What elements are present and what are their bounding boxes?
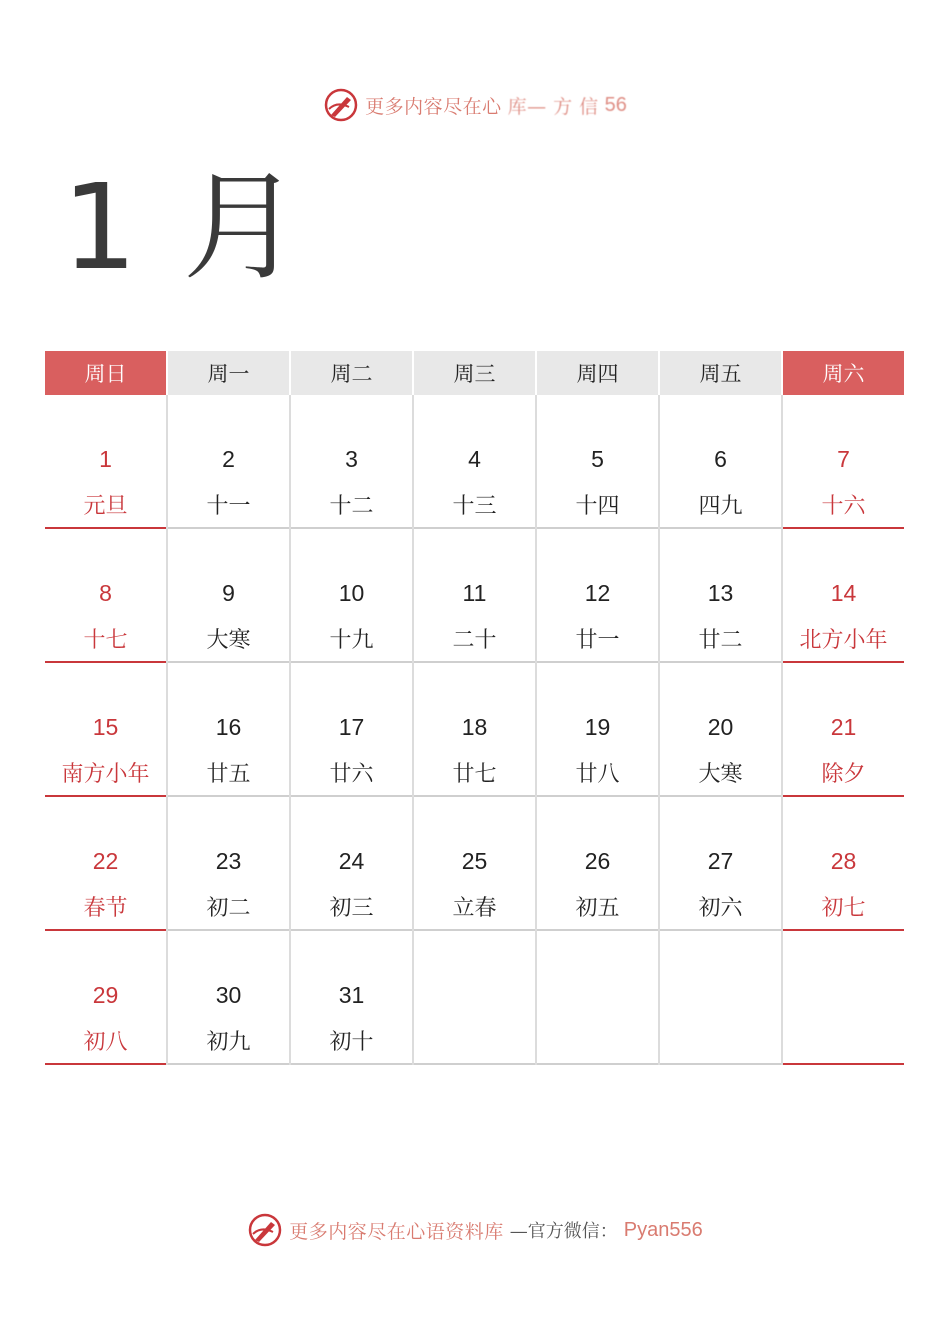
day-cell: [45, 663, 166, 797]
pen-logo-icon: [247, 1212, 283, 1248]
day-number: 2: [222, 446, 235, 472]
day-cell: [783, 663, 904, 797]
day-number: 26: [584, 848, 611, 874]
lunar-label: 二十: [452, 628, 497, 653]
lunar-label: 十四: [575, 494, 620, 519]
lunar-label: 除夕: [821, 762, 866, 787]
lunar-label: 廿七: [452, 762, 497, 787]
day-number: 10: [338, 580, 365, 606]
day-cell: [783, 931, 904, 1065]
day-number: 21: [830, 714, 857, 740]
day-number: 29: [92, 982, 119, 1008]
day-cell: [45, 797, 166, 931]
watermark-bottom-text-a: 更多内容尽在心语资料库: [289, 1220, 504, 1243]
lunar-label: 廿一: [575, 628, 620, 653]
day-number: 24: [338, 848, 365, 874]
day-cell: [168, 797, 289, 931]
weeks-container: [45, 395, 905, 1065]
day-cell: [291, 395, 412, 529]
weekday-header-cell: 周六: [783, 351, 904, 395]
day-cell: [414, 529, 535, 663]
column-divider: [289, 395, 291, 1065]
day-number: 31: [338, 982, 365, 1008]
day-cell: [660, 395, 781, 529]
day-number: 16: [215, 714, 242, 740]
day-cell: [168, 931, 289, 1065]
lunar-label: 十七: [83, 628, 128, 653]
weekday-header-row: [45, 351, 905, 395]
day-cell: [537, 395, 658, 529]
day-cell: [414, 931, 535, 1065]
lunar-label: 元旦: [83, 494, 128, 519]
column-divider: [781, 395, 783, 1065]
day-number: 13: [707, 580, 734, 606]
watermark-top-text-a: 更多内容尽在心: [365, 95, 502, 118]
day-number: 19: [584, 714, 611, 740]
day-number: 28: [830, 848, 857, 874]
week-row: [45, 529, 905, 663]
week-row: [45, 797, 905, 931]
weekday-header-cell: 周二: [291, 351, 412, 395]
day-number: 18: [461, 714, 488, 740]
lunar-label: 廿六: [329, 762, 374, 787]
watermark-top-text-c: 56: [604, 93, 627, 116]
day-cell: [537, 931, 658, 1065]
day-cell: [537, 663, 658, 797]
lunar-label: 四九: [698, 494, 743, 519]
day-cell: [45, 529, 166, 663]
lunar-label: 十六: [821, 494, 866, 519]
day-number: 5: [591, 446, 604, 472]
week-row: [45, 395, 905, 529]
watermark-bottom-text-c: Pyan556: [623, 1218, 703, 1241]
lunar-label: 初三: [329, 896, 374, 921]
day-cell: [45, 395, 166, 529]
day-cell: [537, 529, 658, 663]
column-divider: [658, 395, 660, 1065]
calendar-grid: [45, 351, 905, 1065]
lunar-label: 初六: [698, 896, 743, 921]
day-cell: [537, 797, 658, 931]
day-number: 1: [99, 446, 112, 472]
day-number: 20: [707, 714, 734, 740]
day-number: 23: [215, 848, 242, 874]
lunar-label: 北方小年: [799, 628, 888, 653]
pen-logo-icon: [323, 87, 359, 123]
lunar-label: 初五: [575, 896, 620, 921]
day-cell: [291, 529, 412, 663]
week-row: [45, 663, 905, 797]
day-number: 3: [345, 446, 358, 472]
day-cell: [783, 797, 904, 931]
lunar-label: 初二: [206, 896, 251, 921]
day-cell: [660, 529, 781, 663]
lunar-label: 大寒: [698, 762, 743, 787]
day-cell: [45, 931, 166, 1065]
weekday-header-cell: 周四: [537, 351, 658, 395]
weekday-header-cell: 周五: [660, 351, 781, 395]
day-cell: [414, 395, 535, 529]
day-cell: [660, 931, 781, 1065]
day-cell: [783, 529, 904, 663]
lunar-label: 初七: [821, 896, 866, 921]
day-number: 22: [92, 848, 119, 874]
lunar-label: 大寒: [206, 628, 251, 653]
day-number: 14: [830, 580, 857, 606]
day-number: 12: [584, 580, 611, 606]
lunar-label: 十三: [452, 494, 497, 519]
lunar-label: 十九: [329, 628, 374, 653]
lunar-label: 十一: [206, 494, 251, 519]
watermark-bottom: [0, 1210, 950, 1250]
day-number: 6: [714, 446, 727, 472]
day-number: 25: [461, 848, 488, 874]
day-number: 7: [837, 446, 850, 472]
day-number: 30: [215, 982, 242, 1008]
watermark-top-text-fragments: 库— 方 信: [507, 95, 599, 118]
lunar-label: 廿二: [698, 628, 743, 653]
lunar-label: 南方小年: [61, 762, 150, 787]
day-cell: [291, 931, 412, 1065]
day-cell: [414, 797, 535, 931]
column-divider: [166, 395, 168, 1065]
day-cell: [660, 797, 781, 931]
weekday-header-cell: 周日: [45, 351, 166, 395]
weekday-header-cell: 周一: [168, 351, 289, 395]
lunar-label: 十二: [329, 494, 374, 519]
day-cell: [660, 663, 781, 797]
lunar-label: 初九: [206, 1030, 251, 1055]
day-number: 15: [92, 714, 119, 740]
day-cell: [414, 663, 535, 797]
day-number: 27: [707, 848, 734, 874]
lunar-label: 立春: [452, 896, 497, 921]
day-number: 4: [468, 446, 481, 472]
lunar-label: 初十: [329, 1030, 374, 1055]
day-cell: [783, 395, 904, 529]
day-number: 11: [462, 580, 487, 606]
day-cell: [168, 663, 289, 797]
watermark-top: [0, 85, 950, 125]
day-number: 9: [222, 580, 235, 606]
watermark-bottom-text-b: —官方微信：: [509, 1221, 618, 1242]
lunar-label: 廿五: [206, 762, 251, 787]
lunar-label: 廿八: [575, 762, 620, 787]
lunar-label: 初八: [83, 1030, 128, 1055]
lunar-label: 春节: [83, 896, 128, 921]
day-cell: [291, 663, 412, 797]
day-cell: [291, 797, 412, 931]
day-cell: [168, 395, 289, 529]
week-row: [45, 931, 905, 1065]
column-divider: [412, 395, 414, 1065]
column-divider: [535, 395, 537, 1065]
day-number: 8: [99, 580, 112, 606]
weekday-header-cell: 周三: [414, 351, 535, 395]
day-number: 17: [338, 714, 365, 740]
month-title: 1 月: [62, 158, 305, 296]
day-cell: [168, 529, 289, 663]
